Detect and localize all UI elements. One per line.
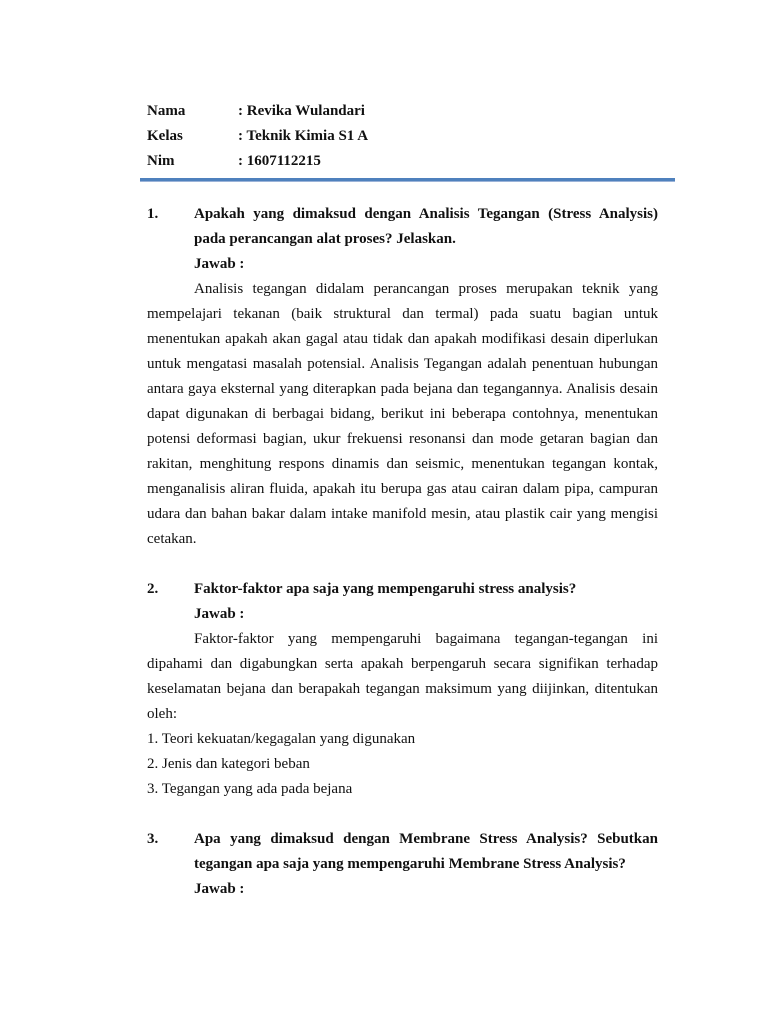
question-3-number: 3. [147,831,159,847]
question-2-text: Faktor-faktor apa saja yang mempengaruhi stress analysis? [194,581,577,597]
list-item: 2. Jenis dan kategori beban [147,756,310,772]
class-label: Kelas [147,128,183,144]
document-body [147,202,658,902]
question-1 [147,202,658,252]
answer-2-label: Jawab : [194,606,245,622]
nim-label: Nim [147,153,175,169]
question-2 [147,577,658,602]
question-3-text: Apa yang dimaksud dengan Membrane Stress Analysis? Sebutkan tegangan apa saja yang mempengaruhi Membrane Stress Analysis? [194,831,658,872]
nim-value: : 1607112215 [238,153,321,169]
class-value: : Teknik Kimia S1 A [238,128,369,144]
answer-2-paragraph: Faktor-faktor yang mempengaruhi bagaimana tegangan-tegangan ini dipahami dan digabungkan serta apakah berpengaruh secara signifikan terhadap keselamatan bejana dan berapakah tegangan maksimum yang diijinkan, ditentukan oleh: [147,631,658,722]
answer-1-label: Jawab : [194,256,245,272]
question-2-number: 2. [147,581,159,597]
name-row [147,101,667,126]
section-gap [147,802,658,827]
question-1-text: Apakah yang dimaksud dengan Analisis Tegangan (Stress Analysis) pada perancangan alat proses? Jelaskan. [194,206,658,247]
name-value: : Revika Wulandari [238,103,365,119]
answer-1-paragraph: Analisis tegangan didalam perancangan proses merupakan teknik yang mempelajari tekanan (baik struktural dan termal) pada suatu bagian untuk menentukan apakah akan gagal atau tidak dan apakah modifikasi desain diperlukan untuk mengatasi masalah potensial. Analisis Tegangan adalah penentuan hubungan antara gaya eksternal yang diterapkan pada bejana dan tegangannya. Analisis desain dapat digunakan di berbagai bidang, berikut ini beberapa contohnya, menentukan potensi deformasi bagian, ukur frekuensi resonansi dan mode getaran bagian dan rakitan, menghitung respons dinamis dan seismic, menentukan tegangan kontak, menganalisis aliran fluida, apakah itu berupa gas atau cairan dalam pipa, campuran udara dan bahan bakar dalam intake manifold mesin, atau plastik cair yang mengisi cetakan. [147,281,658,547]
answer-3-label: Jawab : [194,881,245,897]
list-item: 1. Teori kekuatan/kegagalan yang digunakan [147,731,416,747]
student-info-header [147,101,667,176]
header-divider [140,178,675,182]
list-item: 3. Tegangan yang ada pada bejana [147,781,353,797]
name-label: Nama [147,103,186,119]
nim-row [147,151,667,176]
question-3 [147,827,658,877]
class-row [147,126,667,151]
section-gap [147,552,658,577]
question-1-number: 1. [147,206,159,222]
